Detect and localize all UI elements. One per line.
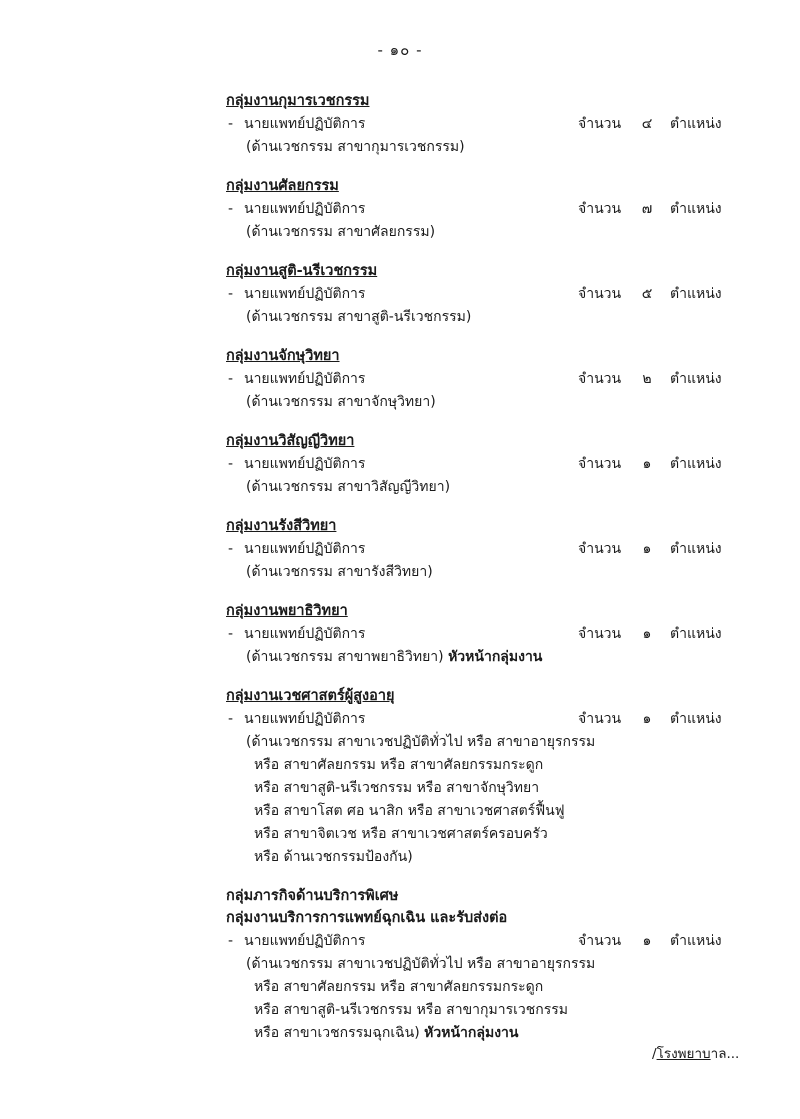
position-group	[226, 430, 746, 499]
position-row	[226, 197, 746, 221]
count-label: จำนวน	[578, 541, 622, 557]
specialty-line	[226, 646, 746, 669]
position-row	[226, 929, 746, 953]
position-name: นายแพทย์ปฏิบัติการ	[244, 541, 366, 557]
list-dash: -	[228, 116, 234, 132]
position-count: ๑	[642, 456, 652, 472]
continuation-slash: /	[652, 1046, 657, 1062]
list-dash: -	[228, 626, 234, 642]
position-group	[226, 885, 746, 1045]
count-label: จำนวน	[578, 711, 622, 727]
specialty-line: หรือ สาขาศัลยกรรม หรือ สาขาศัลยกรรมกระดูก	[254, 979, 544, 995]
count-unit: ตำแหน่ง	[670, 116, 722, 132]
specialty-line: (ด้านเวชกรรม สาขาเวชปฏิบัติทั่วไป หรือ สาขาอายุรกรรม	[246, 956, 596, 972]
list-dash: -	[228, 371, 234, 387]
position-name: นายแพทย์ปฏิบัติการ	[244, 456, 366, 472]
specialty-line: (ด้านเวชกรรม สาขาสูติ-นรีเวชกรรม)	[246, 309, 472, 325]
position-name: นายแพทย์ปฏิบัติการ	[244, 626, 366, 642]
head-of-group-note: หัวหน้ากลุ่มงาน	[424, 1025, 519, 1041]
continuation-underlined: โรงพยาบ	[656, 1046, 711, 1062]
position-group	[226, 685, 746, 869]
position-count: ๑	[642, 933, 652, 949]
specialty-line: หรือ สาขาจิตเวช หรือ สาขาเวชศาสตร์ครอบครัว	[254, 826, 548, 842]
specialty-text: หรือ สาขาเวชกรรมฉุกเฉิน)	[254, 1025, 420, 1041]
position-row	[226, 452, 746, 476]
group-title: กลุ่มงานวิสัญญีวิทยา	[226, 433, 355, 449]
position-count: ๗	[641, 201, 653, 217]
group-title: กลุ่มงานสูติ-นรีเวชกรรม	[226, 263, 378, 279]
count-label: จำนวน	[578, 456, 622, 472]
position-list	[226, 90, 746, 1061]
list-dash: -	[228, 286, 234, 302]
specialty-line: หรือ ด้านเวชกรรมป้องกัน)	[254, 849, 413, 865]
continuation-note	[652, 1042, 739, 1064]
specialty-line: (ด้านเวชกรรม สาขาจักษุวิทยา)	[246, 394, 436, 410]
position-count: ๔	[641, 116, 653, 132]
count-label: จำนวน	[578, 933, 622, 949]
count-unit: ตำแหน่ง	[670, 626, 722, 642]
position-count: ๒	[642, 371, 652, 387]
count-unit: ตำแหน่ง	[670, 541, 722, 557]
specialty-line: (ด้านเวชกรรม สาขากุมารเวชกรรม)	[246, 139, 465, 155]
continuation-rest: าล...	[710, 1046, 740, 1062]
list-dash: -	[228, 541, 234, 557]
position-group	[226, 175, 746, 244]
position-row	[226, 622, 746, 646]
specialty-line: หรือ สาขาสูติ-นรีเวชกรรม หรือ สาขาจักษุวิทยา	[254, 780, 540, 796]
specialty-line: (ด้านเวชกรรม สาขารังสีวิทยา)	[246, 564, 433, 580]
specialty-line: (ด้านเวชกรรม สาขาวิสัญญีวิทยา)	[246, 479, 451, 495]
count-label: จำนวน	[578, 371, 622, 387]
position-name: นายแพทย์ปฏิบัติการ	[244, 933, 366, 949]
position-row	[226, 707, 746, 731]
count-label: จำนวน	[578, 286, 622, 302]
mission-group-title: กลุ่มภารกิจด้านบริการพิเศษ	[226, 888, 399, 904]
position-group	[226, 90, 746, 159]
position-count: ๑	[642, 711, 652, 727]
position-name: นายแพทย์ปฏิบัติการ	[244, 286, 366, 302]
count-label: จำนวน	[578, 116, 622, 132]
list-dash: -	[228, 201, 234, 217]
specialty-line: หรือ สาขาศัลยกรรม หรือ สาขาศัลยกรรมกระดูก	[254, 757, 544, 773]
position-row	[226, 282, 746, 306]
position-count: ๕	[641, 286, 653, 302]
count-unit: ตำแหน่ง	[670, 201, 722, 217]
position-row	[226, 112, 746, 136]
count-label: จำนวน	[578, 201, 622, 217]
count-unit: ตำแหน่ง	[670, 456, 722, 472]
position-name: นายแพทย์ปฏิบัติการ	[244, 116, 366, 132]
count-unit: ตำแหน่ง	[670, 371, 722, 387]
position-row	[226, 367, 746, 391]
position-group	[226, 600, 746, 669]
specialty-text: (ด้านเวชกรรม สาขาพยาธิวิทยา)	[246, 649, 444, 665]
group-title: กลุ่มงานจักษุวิทยา	[226, 348, 340, 364]
group-title: กลุ่มงานพยาธิวิทยา	[226, 603, 348, 619]
position-name: นายแพทย์ปฏิบัติการ	[244, 711, 366, 727]
list-dash: -	[228, 711, 234, 727]
count-unit: ตำแหน่ง	[670, 711, 722, 727]
position-group	[226, 515, 746, 584]
list-dash: -	[228, 456, 234, 472]
position-name: นายแพทย์ปฏิบัติการ	[244, 201, 366, 217]
head-of-group-note: หัวหน้ากลุ่มงาน	[448, 649, 543, 665]
group-title: กลุ่มงานศัลยกรรม	[226, 178, 339, 194]
count-unit: ตำแหน่ง	[670, 933, 722, 949]
position-count: ๑	[642, 541, 652, 557]
position-name: นายแพทย์ปฏิบัติการ	[244, 371, 366, 387]
position-row	[226, 537, 746, 561]
specialty-line: (ด้านเวชกรรม สาขาเวชปฏิบัติทั่วไป หรือ สาขาอายุรกรรม	[246, 734, 596, 750]
list-dash: -	[228, 933, 234, 949]
position-group	[226, 260, 746, 329]
specialty-line: หรือ สาขาโสต ศอ นาสิก หรือ สาขาเวชศาสตร์ฟื้นฟู	[254, 803, 565, 819]
position-group	[226, 345, 746, 414]
specialty-line: (ด้านเวชกรรม สาขาศัลยกรรม)	[246, 224, 436, 240]
group-title: กลุ่มงานเวชศาสตร์ผู้สูงอายุ	[226, 688, 395, 704]
group-title: กลุ่มงานกุมารเวชกรรม	[226, 93, 370, 109]
position-count: ๑	[642, 626, 652, 642]
count-unit: ตำแหน่ง	[670, 286, 722, 302]
group-title: กลุ่มงานบริการการแพทย์ฉุกเฉิน และรับส่งต่อ	[226, 910, 508, 926]
group-title: กลุ่มงานรังสีวิทยา	[226, 518, 337, 534]
count-label: จำนวน	[578, 626, 622, 642]
page-number: - ๑๐ -	[377, 41, 423, 59]
specialty-line: หรือ สาขาสูติ-นรีเวชกรรม หรือ สาขากุมารเวชกรรม	[254, 1002, 568, 1018]
